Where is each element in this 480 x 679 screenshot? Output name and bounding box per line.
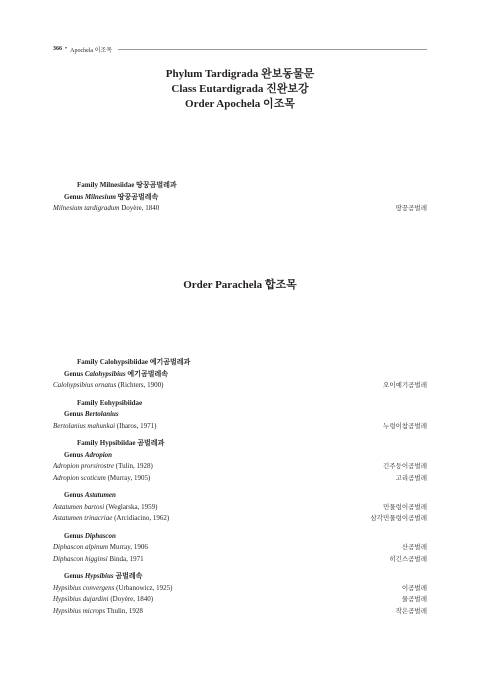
genus-name: Diphascon: [84, 531, 116, 540]
species-authority: (Arcidiacino, 1962): [112, 514, 170, 522]
species-name: Adropion prorsirostre: [53, 462, 114, 470]
species-row: [53, 594, 427, 606]
species-name: Astatumen bartosi: [53, 502, 105, 511]
page-number: 366: [53, 46, 62, 52]
species-name: Astatumen trinacriae: [53, 514, 113, 522]
family-heading: Family Calohypsibiidae 예기곰벌레과: [77, 358, 191, 366]
family-heading: Family Milnesiidae 땅꿍곰벌레과: [77, 181, 177, 189]
genus-name: Astatumen: [84, 491, 116, 499]
species-authority: Murray, 1906: [108, 543, 148, 551]
genus-heading: Genus Bertolanius: [64, 410, 119, 418]
genus-heading: Genus Diphascon: [64, 531, 116, 540]
korean-common-name: 고리곰벌레: [395, 474, 427, 482]
header-separator: •: [65, 46, 68, 52]
genus-name: Milnesium: [84, 192, 116, 201]
species-authority: (Richters, 1900): [116, 381, 164, 389]
species-row: [53, 473, 427, 485]
genus-name: Calohypsibius: [84, 369, 126, 378]
genus-heading: Genus Milnesium 땅꿍곰벌레속: [64, 192, 159, 201]
species-authority: Thulin, 1928: [105, 606, 143, 615]
genus-heading: Genus Hypsibius 곰벌레속: [64, 572, 143, 580]
parachela-taxa-list: [53, 357, 427, 617]
classification-title: [0, 67, 480, 112]
species-row: [53, 461, 427, 473]
species-name: Milnesium tardigradum: [53, 204, 120, 212]
species-authority: (Doyère, 1840): [108, 595, 154, 603]
korean-common-name: 작은곰벌레: [395, 607, 427, 615]
genus-name: Hypsibius: [84, 572, 114, 580]
species-name: Hypsibius convergens: [53, 583, 115, 592]
species-name: Hypsibius dujardini: [53, 595, 109, 603]
species-name: Calohypsibius ornatus: [53, 381, 117, 389]
genus-name: Bertolanius: [84, 410, 119, 418]
phylum-title: Phylum Tardigrada 완보동물문: [165, 68, 315, 80]
running-header: [53, 44, 427, 54]
korean-common-name: 오이예기곰벌레: [383, 382, 427, 389]
species-authority: (Weglarska, 1959): [104, 502, 158, 511]
species-authority: (Tulin, 1928): [114, 462, 153, 470]
genus-heading: Genus Astatumen: [64, 491, 116, 499]
species-authority: (Murray, 1905): [105, 473, 151, 482]
korean-common-name: 누렁이참곰벌레: [383, 422, 427, 430]
korean-common-name: 긴주둥이곰벌레: [383, 463, 427, 470]
genus-name: Adropion: [84, 450, 113, 459]
species-row: [53, 502, 427, 514]
species-name: Diphascon higginsi: [53, 554, 108, 563]
korean-common-name: 산곰벌레: [401, 544, 427, 551]
korean-common-name: 땅꿍곰벌레: [395, 205, 427, 212]
species-row: [53, 203, 427, 215]
species-row: [53, 583, 427, 595]
order-parachela-title: [0, 278, 480, 293]
order-title: Order Apochela 이조목: [185, 98, 295, 110]
species-name: Diphascon alpinum: [53, 543, 109, 551]
apochela-taxa-list: [53, 180, 427, 215]
species-row: [53, 421, 427, 433]
species-authority: Doyère, 1840: [119, 204, 160, 212]
species-authority: (Urbanowicz, 1925): [114, 583, 173, 592]
species-name: Hypsibius microps: [53, 606, 106, 615]
species-authority: (Iharos, 1971): [115, 421, 157, 430]
korean-common-name: 히긴스곰벌레: [389, 555, 427, 563]
class-title: Class Eutardigrada 진완보강: [171, 83, 309, 95]
species-authority: Binda, 1971: [107, 554, 144, 563]
species-row: [53, 554, 427, 566]
genus-heading: Genus Adropion: [64, 450, 113, 459]
korean-common-name: 민물렁이곰벌레: [383, 503, 427, 511]
running-title: Apochela 이조목: [70, 47, 112, 54]
header-rule: [118, 49, 427, 50]
species-row: [53, 513, 427, 525]
family-heading: Family Hypsibiidae 곰벌레과: [77, 439, 165, 447]
korean-common-name: 물곰벌레: [401, 596, 427, 603]
order-title-2: Order Parachela 합조목: [183, 279, 297, 291]
species-name: Adropion scoticum: [53, 473, 106, 482]
species-name: Bertolanius mahunkai: [53, 421, 116, 430]
species-row: [53, 380, 427, 392]
family-heading: Family Eohypsibiidae: [77, 398, 143, 407]
korean-common-name: 이곰벌레: [401, 584, 427, 592]
species-row: [53, 542, 427, 554]
genus-heading: Genus Calohypsibius 예기곰벌레속: [64, 369, 168, 378]
korean-common-name: 삼각민물렁이곰벌레: [370, 515, 427, 522]
species-row: [53, 606, 427, 618]
